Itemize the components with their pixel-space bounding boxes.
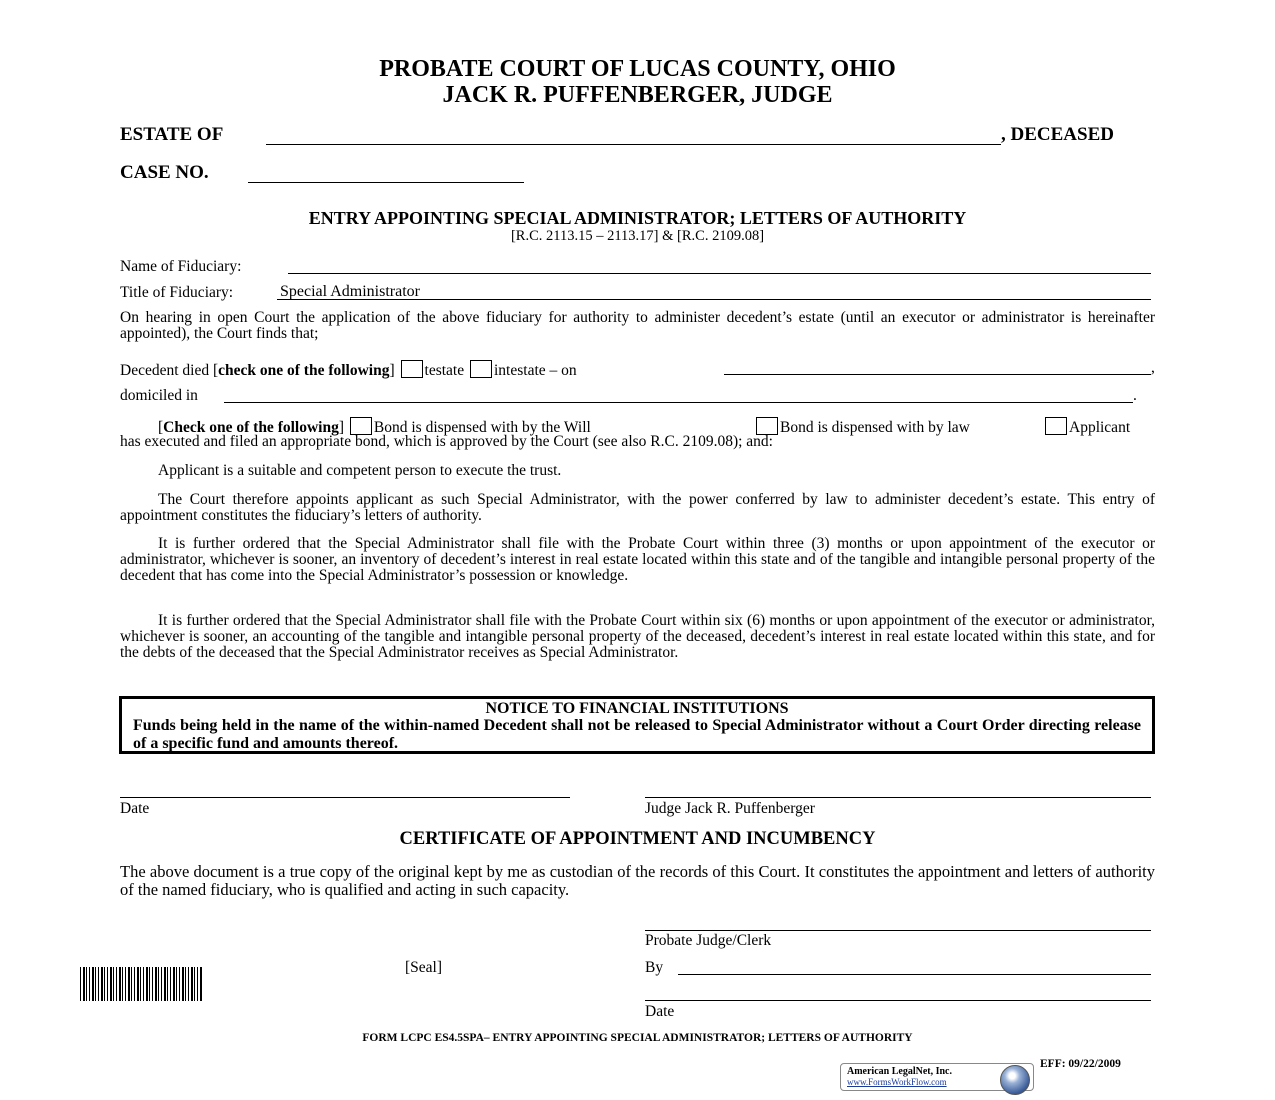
domicile-period: . xyxy=(1133,387,1137,404)
name-of-fiduciary-field[interactable] xyxy=(288,273,1151,274)
judge-signature-line[interactable] xyxy=(645,797,1151,798)
bond-bracket-open: [ xyxy=(158,419,164,436)
accounting-paragraph xyxy=(120,613,1155,661)
by-signature-line[interactable] xyxy=(678,974,1151,975)
notice-box xyxy=(119,696,1155,754)
estate-name-field[interactable] xyxy=(266,144,1001,145)
date-signature-line[interactable] xyxy=(120,797,570,798)
certificate-text: The above document is a true copy of the original kept by me as custodian of the records of this Court. It constitutes the appointment and letters of authority of the named fiduciary, who is qualified and acting in such capacity. xyxy=(120,862,1155,899)
decedent-died-row xyxy=(120,360,577,379)
intestate-checkbox[interactable] xyxy=(470,360,492,378)
domiciled-label: domiciled in xyxy=(120,387,198,404)
intestate-label: intestate – on xyxy=(494,362,577,379)
globe-icon xyxy=(1000,1065,1030,1095)
form-title: ENTRY APPOINTING SPECIAL ADMINISTRATOR; LETTERS OF AUTHORITY xyxy=(308,208,967,228)
logo-url[interactable]: www.FormsWorkFlow.com xyxy=(847,1077,947,1087)
bond-dispensed-law-label: Bond is dispensed with by law xyxy=(780,419,970,436)
testate-label: testate xyxy=(424,362,465,379)
decedent-died-label: Decedent died [ xyxy=(120,362,219,379)
hearing-paragraph: On hearing in open Court the application of the above fiduciary for authority to administer decedent’s estate (until an executor or administrator is hereinafter appointed), the Court finds that; xyxy=(120,309,1155,342)
inventory-paragraph xyxy=(120,536,1155,584)
appoints-text: The Court therefore appoints applicant as such Special Administrator, with the power conferred by law to administer decedent’s estate. This entry of appointment constitutes the fiduciary’s letters of authority. xyxy=(120,491,1155,524)
notice-text: Funds being held in the name of the within-named Decedent shall not be released to Special Administrator without a Court Order directing release of a specific fund and amounts thereof. xyxy=(133,717,1141,752)
legalnet-logo[interactable] xyxy=(840,1063,1034,1091)
notice-title: NOTICE TO FINANCIAL INSTITUTIONS xyxy=(485,700,789,717)
suitable-text: Applicant is a suitable and competent person to execute the trust. xyxy=(158,462,562,479)
estate-of-label: ESTATE OF xyxy=(120,124,224,145)
accounting-text: It is further ordered that the Special Administrator shall file with the Probate Court within six (6) months or upon appointment of the executor or administrator, whichever is sooner, an accounting of the tangible and intangible personal property of the deceased, decedent’s interest in real estate located within this state, and for the debts of the deceased that the Special Administrator receives as Special Administrator. xyxy=(120,612,1155,661)
domicile-field[interactable] xyxy=(224,402,1133,403)
case-no-field[interactable] xyxy=(248,182,524,183)
judge-name: JACK R. PUFFENBERGER, JUDGE xyxy=(442,82,833,108)
applicant-bond-checkbox[interactable] xyxy=(1045,417,1067,435)
effective-date: EFF: 09/22/2009 xyxy=(1040,1058,1121,1070)
by-label: By xyxy=(645,959,664,976)
date-label: Date xyxy=(120,800,150,817)
testate-checkbox[interactable] xyxy=(401,360,423,378)
certificate-date-line[interactable] xyxy=(645,1000,1151,1001)
judge-signature-label: Judge Jack R. Puffenberger xyxy=(645,800,815,817)
applicant-bond-label: Applicant xyxy=(1069,419,1131,436)
statute-citation: [R.C. 2113.15 – 2113.17] & [R.C. 2109.08] xyxy=(510,228,765,244)
logo-company-name: American LegalNet, Inc. xyxy=(847,1066,952,1077)
court-name: PROBATE COURT OF LUCAS COUNTY, OHIO xyxy=(379,56,896,82)
applicant-bond-option xyxy=(1043,417,1130,436)
bond-check-one-label: Check one of the following xyxy=(163,419,339,436)
bond-continuation: has executed and filed an appropriate bond, which is approved by the Court (see also R.C. 2109.08); and: xyxy=(120,433,773,450)
check-one-label: check one of the following xyxy=(218,362,390,379)
certificate-title: CERTIFICATE OF APPOINTMENT AND INCUMBENCY xyxy=(399,829,876,849)
certificate-date-label: Date xyxy=(645,1003,675,1020)
name-of-fiduciary-label: Name of Fiduciary: xyxy=(120,258,242,275)
deceased-label: , DECEASED xyxy=(1001,124,1114,145)
title-of-fiduciary-value: Special Administrator xyxy=(280,283,420,300)
bond-law-option xyxy=(754,417,970,436)
title-of-fiduciary-label: Title of Fiduciary: xyxy=(120,284,234,301)
probate-clerk-signature-line[interactable] xyxy=(645,930,1151,931)
seal-label: [Seal] xyxy=(405,959,443,976)
inventory-text: It is further ordered that the Special Administrator shall file with the Probate Court within three (3) months or upon appointment of the executor or administrator, whichever is sooner, an inventory of decedent’s interest in real estate located within this state and of the tangible and intangible personal property of the decedent that has come into the Special Administrator’s possession or knowledge. xyxy=(120,535,1155,584)
date-of-death-field[interactable] xyxy=(724,374,1151,375)
bracket-close: ] xyxy=(389,362,395,379)
probate-judge-clerk-label: Probate Judge/Clerk xyxy=(645,932,772,949)
case-no-label: CASE NO. xyxy=(120,162,209,183)
bond-bracket-close: ] xyxy=(338,419,345,436)
barcode xyxy=(80,967,202,1001)
bond-dispensed-will-label: Bond is dispensed with by the Will xyxy=(373,419,591,436)
form-identifier: FORM LCPC ES4.5SPA– ENTRY APPOINTING SPECIAL ADMINISTRATOR; LETTERS OF AUTHORITY xyxy=(362,1032,913,1044)
suitable-paragraph xyxy=(120,463,1155,479)
appoints-paragraph xyxy=(120,492,1155,524)
date-comma: , xyxy=(1151,359,1155,376)
